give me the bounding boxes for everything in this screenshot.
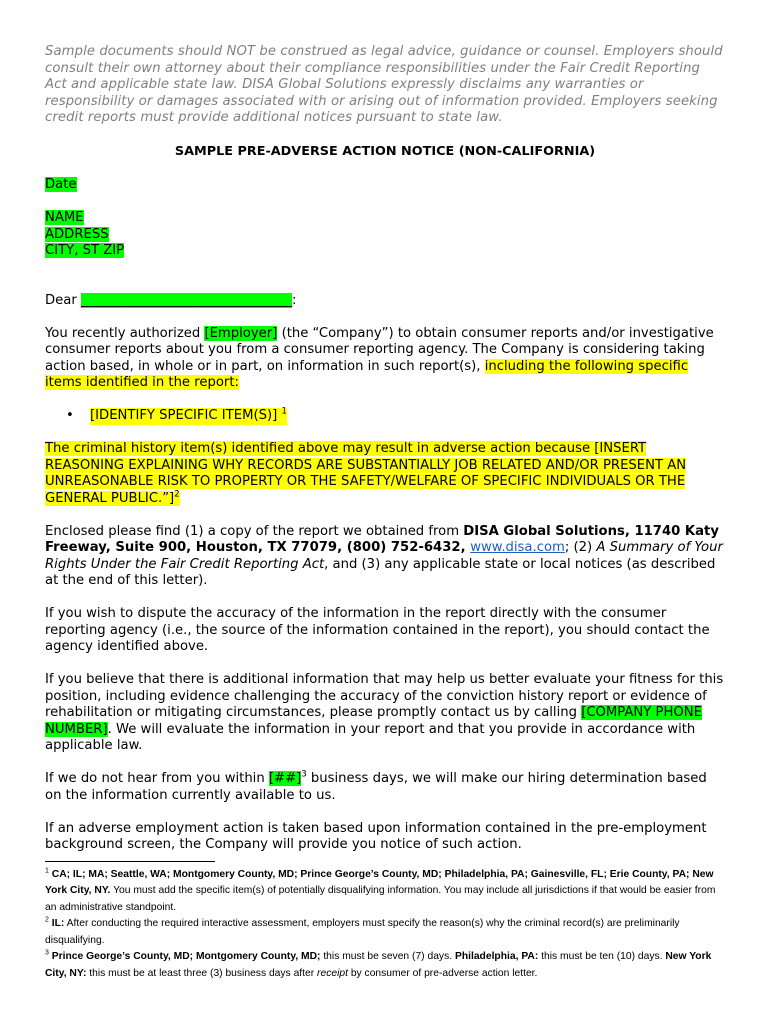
para1-text-a: You recently authorized [45, 325, 205, 341]
recipient-address-line: ADDRESS [45, 226, 109, 242]
salutation [45, 293, 725, 310]
enclosure-paragraph [45, 524, 725, 590]
footnote-2-number: 2 [45, 916, 49, 924]
para1-text-b: (the “Company”) to obtain consumer reports and/or investigative consumer reports about you from a consumer reporting agency. The Company is considering taking action based, in whole or in part, on information in such report(s), [45, 325, 714, 374]
date-line [45, 177, 725, 194]
footnote-divider [45, 861, 215, 862]
salutation-prefix: Dear [45, 292, 81, 308]
agency-website-link[interactable]: www.disa.com [470, 540, 565, 555]
footnote-ref-3: 3 [301, 769, 307, 780]
footnote-3-jurisdiction-3: New York City, NY: [45, 951, 712, 979]
footnote-ref-1: 1 [281, 406, 287, 417]
footnote-ref-2: 2 [174, 489, 180, 500]
footnote-2 [45, 916, 725, 949]
company-phone-placeholder: [COMPANY PHONE NUMBER] [45, 705, 702, 737]
bullet-icon: • [66, 408, 74, 423]
legal-disclaimer: Sample documents should NOT be construed as legal advice, guidance or counsel. Employers should consult their own attorney about their compliance responsibilities under the Fair Credit Reporting Act and applicable state law. DISA Global Solutions expressly disclaims any warranties or responsibility or damages associated with or arising out of information provided. Employers seeking credit reports must provide additional notices pursuant to state law. [45, 44, 723, 125]
para6-text-a: If we do not hear from you within [45, 771, 269, 786]
adverse-action-notice-paragraph: If an adverse employment action is taken based upon information contained in the pre-employment background screen, the Company will provide you notice of such action. [45, 820, 707, 852]
footnote-3-italic: receipt [317, 967, 348, 979]
additional-information-paragraph [45, 672, 725, 755]
employer-placeholder: [Employer] [204, 325, 278, 341]
footnote-3-text-2: this must be ten (10) days. [538, 951, 666, 962]
response-deadline-paragraph [45, 771, 725, 804]
footnote-3-jurisdiction-1: Prince George’s County, MD; Montgomery County, MD; [48, 951, 321, 962]
salutation-suffix: : [291, 292, 297, 308]
footnote-3 [45, 949, 725, 982]
para6-text-b: business days, we will make our hiring determination based on the information currently available to us. [45, 771, 707, 803]
reason-placeholder [45, 441, 686, 506]
adverse-action-reason-paragraph [45, 441, 725, 507]
document-title: SAMPLE PRE-ADVERSE ACTION NOTICE (NON-CALIFORNIA) [174, 143, 596, 159]
footnote-3-text-3: this must be at least three (3) business days after [86, 967, 318, 979]
para3-text-b: ; (2) [564, 540, 597, 555]
dispute-paragraph: If you wish to dispute the accuracy of the information in the report directly with the consumer reporting agency (i.e., the source of the information contained in the report), you should contact the agency identified above. [45, 606, 710, 654]
para3-text-c: , and (3) any applicable state or local notices (as described at the end of this letter). [45, 556, 716, 588]
specific-items-bullet [45, 408, 725, 425]
recipient-address [45, 210, 725, 260]
authorization-paragraph [45, 326, 725, 392]
agency-contact: DISA Global Solutions, 11740 Katy Freeway, Suite 900, Houston, TX 77079, (800) 752-6432, [45, 523, 719, 555]
date-placeholder: Date [45, 177, 77, 192]
recipient-city-state-zip: CITY, ST ZIP [45, 243, 125, 258]
footnote-3-text-1: this must be seven (7) days. [320, 951, 455, 962]
footnote-2-text: After conducting the required interactive assessment, employers must specify the reason(s) why the criminal record(s) are preliminarily disqualifying. [45, 918, 680, 946]
para5-text-b: . We will evaluate the information in your report and that you provide in accordance with applicable law. [45, 721, 696, 753]
footnote-3-jurisdiction-2: Philadelphia, PA: [454, 951, 539, 962]
footnotes [45, 867, 725, 983]
salutation-name-blank: ________________________________ [80, 292, 292, 308]
fcra-summary-title: A Summary of Your Rights Under the Fair Credit Reporting Act [45, 540, 723, 572]
recipient-name: NAME [45, 210, 84, 225]
footnote-2-jurisdiction: IL: [48, 918, 65, 929]
para1-highlighted-text: including the following specific items identified in the report: [45, 358, 689, 390]
para2-text: The criminal history item(s) identified above may result in adverse action because [INSERT REASONING EXPLAINING WHY RECORDS ARE SUBSTANTIALLY JOB RELATED AND/OR PRESENT AN UNREASONABLE RISK TO PROPERTY OR THE SAFETY/WELFARE OF SPECIFIC INDIVIDUALS OR THE GENERAL PUBLIC.”] [45, 441, 687, 506]
para3-text-a: Enclosed please find (1) a copy of the report we obtained from [45, 523, 464, 539]
footnote-1-text: You must add the specific item(s) of potentially disqualifying information. You may include all jurisdictions if that would be easier from an administrative standpoint. [45, 885, 716, 913]
para5-text-a: If you believe that there is additional information that may help us better evaluate your fitness for this position, including evidence challenging the accuracy of the conviction history report or evidence of rehabilitation or mitigating circumstances, please promptly contact us by calling [45, 672, 724, 720]
specific-items-placeholder [90, 408, 287, 425]
footnote-3-text-4: by consumer of pre-adverse action letter. [347, 967, 538, 979]
bullet-text: [IDENTIFY SPECIFIC ITEM(S)] [90, 408, 282, 423]
letter-page [45, 44, 725, 982]
footnote-3-number: 3 [45, 949, 49, 957]
days-placeholder: [##] [268, 771, 302, 786]
footnote-1-number: 1 [45, 867, 49, 875]
footnote-1 [45, 867, 725, 917]
footnote-1-jurisdictions: CA; IL; MA; Seattle, WA; Montgomery County, MD; Prince George’s County, MD; Philadelphia, PA; Gainesville, FL; Erie County, PA; New York City, NY. [45, 868, 714, 896]
